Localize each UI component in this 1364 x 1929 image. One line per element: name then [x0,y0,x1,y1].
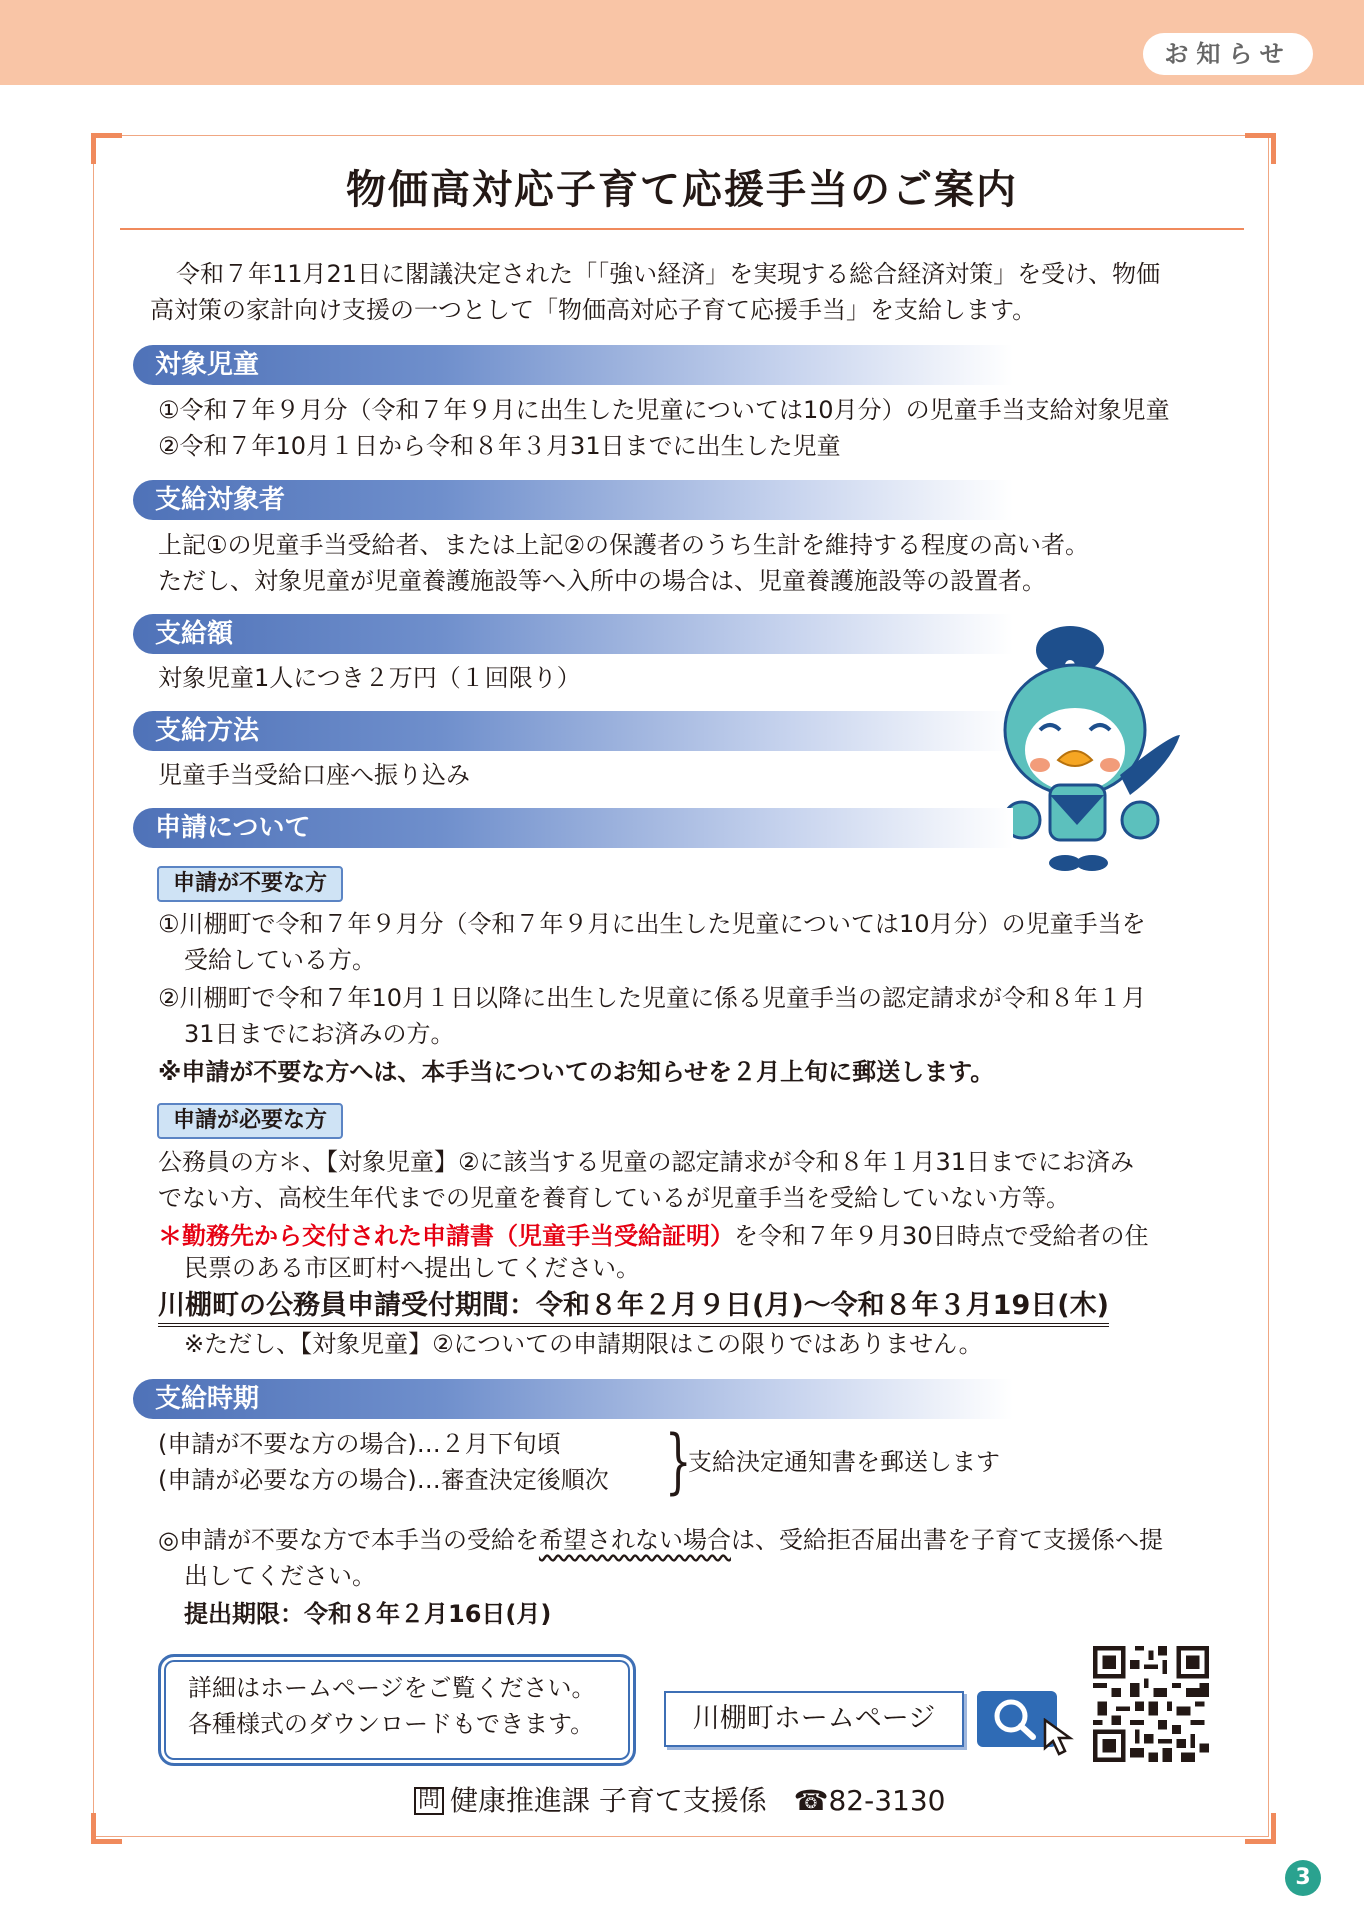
mascot-illustration [1000,625,1200,875]
notice-badge: お知らせ [1143,33,1313,75]
method-text: 児童手当受給口座へ振り込み [158,761,470,789]
subheading-not-required: 申請が不要な方 [157,866,343,902]
decline-deadline: 提出期限：令和８年２月16日(月) [184,1600,552,1628]
application-period-note: ※ただし、【対象児童】②についての申請期限はこの限りではありません。 [184,1330,983,1358]
frame-corner [1245,133,1276,164]
homepage-line-1: 詳細はホームページをご覧ください。 [188,1674,596,1702]
contact-phone: ☎82-3130 [793,1784,946,1817]
required-line-2: でない方、高校生年代までの児童を養育しているが児童手当を受給していない方等。 [158,1184,1070,1212]
recipients-line-2: ただし、対象児童が児童養護施設等へ入所中の場合は、児童養護施設等の設置者。 [158,567,1046,595]
timing-brace-text: 支給決定通知書を郵送します [688,1448,1000,1476]
contact-info [414,1781,945,1821]
decline-prefix: ◎申請が不要な方で本手当の受給を [158,1526,539,1554]
intro-line-2: 高対策の家計向け支援の一つとして「物価高対応子育て応援手当」を支給します。 [150,296,1037,324]
asterisk-note-red: ＊勤務先から交付された申請書（児童手当受給証明） [158,1222,734,1250]
not-required-item-1a: ①川棚町で令和７年９月分（令和７年９月に出生した児童については10月分）の児童手当を [158,910,1146,938]
section-heading-application: 申請について [133,808,1013,848]
qr-code[interactable] [1093,1646,1209,1762]
decline-line-2: 出してください。 [184,1562,376,1590]
asterisk-note-rest: を令和７年９月30日時点で受給者の住 [734,1222,1149,1250]
application-period [158,1288,1109,1324]
application-period-text: 川棚町の公務員申請受付期間：令和８年２月９日(月)～令和８年３月19日(木) [158,1290,1109,1327]
subheading-required: 申請が必要な方 [157,1103,343,1139]
page-title: 物価高対応子育て応援手当のご案内 [346,167,1018,213]
required-asterisk-note [158,1218,1149,1254]
frame-corner [91,133,122,164]
section-heading-target-children: 対象児童 [133,345,1013,385]
timing-line-2: (申請が必要な方の場合)…審査決定後順次 [158,1466,609,1494]
not-required-item-2a: ②川棚町で令和７年10月１日以降に出生した児童に係る児童手当の認定請求が令和８年１月 [158,984,1147,1012]
not-required-note: ※申請が不要な方へは、本手当についてのお知らせを２月上旬に郵送します。 [158,1058,995,1086]
inquiry-mark: 問 [414,1787,444,1815]
amount-text: 対象児童1人につき２万円（１回限り） [158,664,581,692]
target-item-2: ②令和７年10月１日から令和８年３月31日までに出生した児童 [158,432,841,460]
homepage-line-2: 各種様式のダウンロードもできます。 [188,1710,595,1738]
timing-line-1: (申請が不要な方の場合)…２月下旬頃 [158,1430,561,1458]
cursor-arrow-icon [1043,1718,1079,1758]
decline-suffix: は、受給拒否届出書を子育て支援係へ提 [730,1526,1163,1554]
section-heading-method: 支給方法 [133,711,1013,751]
section-heading-recipients: 支給対象者 [133,480,1013,520]
required-asterisk-line-2: 民票のある市区町村へ提出してください。 [184,1254,640,1282]
not-required-item-2b: 31日までにお済みの方。 [184,1020,455,1048]
decline-line-1 [158,1522,1163,1558]
target-item-1: ①令和７年９月分（令和７年９月に出生した児童については10月分）の児童手当支給対象児童 [158,396,1170,424]
section-heading-timing: 支給時期 [133,1379,1013,1419]
recipients-line-1: 上記①の児童手当受給者、または上記②の保護者のうち生計を維持する程度の高い者。 [158,531,1090,559]
title-divider [120,228,1244,230]
required-line-1: 公務員の方＊、【対象児童】②に該当する児童の認定請求が令和８年１月31日までにお済み [158,1148,1135,1176]
not-required-item-1b: 受給している方。 [184,946,376,974]
intro-line-1: 令和７年11月21日に閣議決定された「「強い経済」を実現する総合経済対策」を受け、物価 [176,260,1161,288]
frame-corner [1245,1813,1276,1844]
page-number-badge: 3 [1285,1860,1321,1896]
decline-wavy: 希望されない場合 [538,1526,731,1554]
contact-department: 健康推進課 子育て支援係 [450,1784,767,1817]
brace-symbol: } [664,1420,692,1502]
section-heading-amount: 支給額 [133,614,1013,654]
homepage-search-field[interactable]: 川棚町ホームページ [664,1691,964,1747]
frame-corner [91,1813,122,1844]
